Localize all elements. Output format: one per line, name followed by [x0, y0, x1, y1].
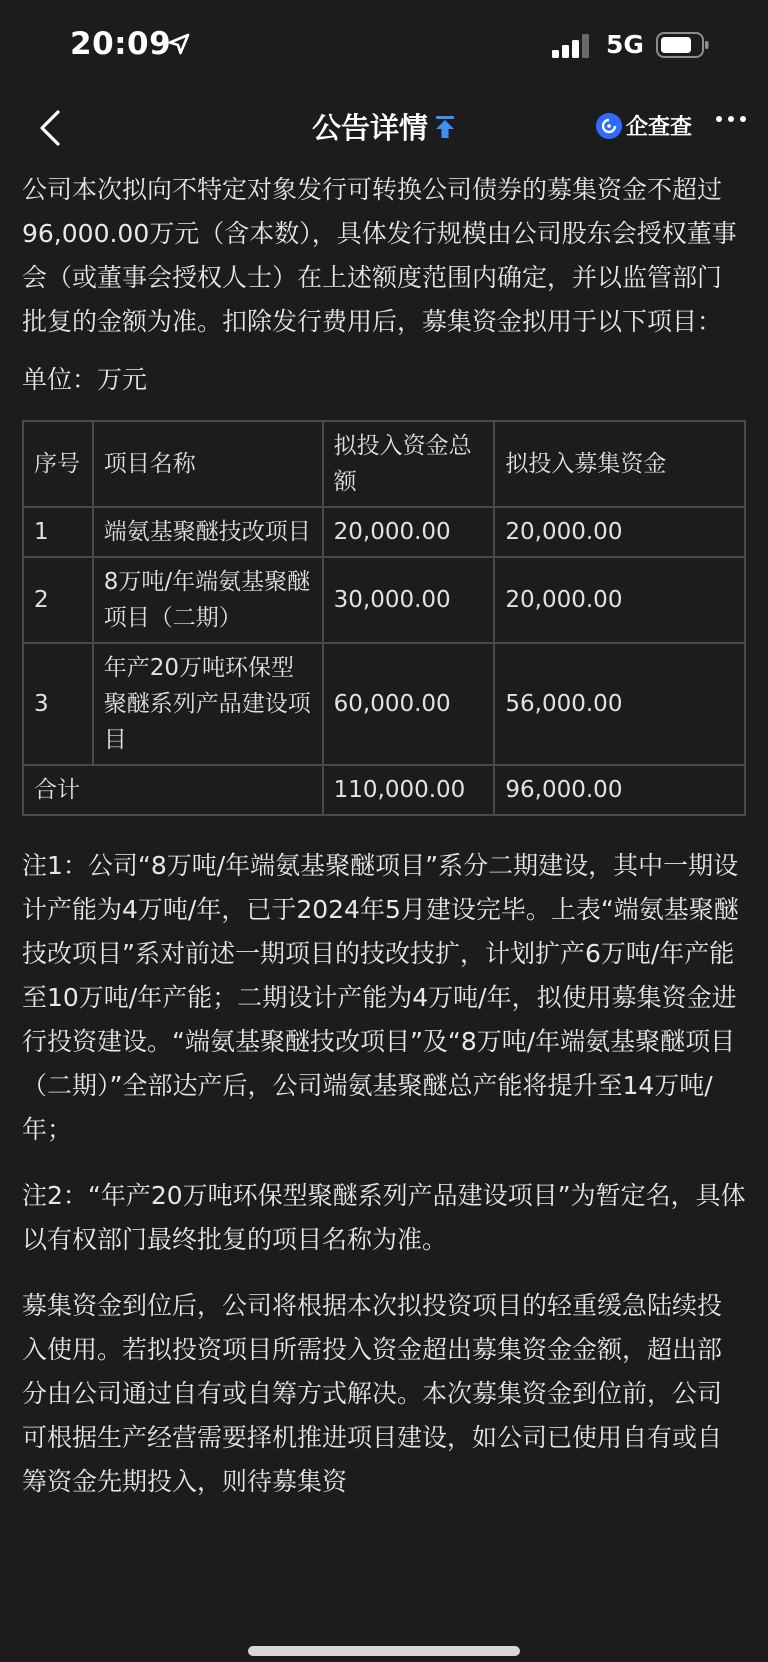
nav-bar	[0, 94, 768, 164]
cellular-signal-icon	[552, 34, 592, 58]
table-cell: 30,000.00	[323, 557, 495, 643]
unit-label: 单位：万元	[22, 365, 148, 394]
fund-use-table	[22, 420, 746, 816]
home-indicator[interactable]	[248, 1646, 520, 1656]
table-cell: 年产20万吨环保型聚醚系列产品建设项目	[93, 643, 323, 765]
battery-icon	[656, 32, 710, 58]
table-cell: 20,000.00	[323, 507, 495, 557]
status-time: 20:09	[70, 26, 172, 62]
status-bar	[0, 0, 768, 94]
table-cell: 56,000.00	[494, 643, 745, 765]
table-cell: 20,000.00	[494, 507, 745, 557]
table-cell: 60,000.00	[323, 643, 495, 765]
table-header: 项目名称	[93, 421, 323, 507]
more-options-icon[interactable]	[716, 116, 746, 122]
table-cell: 20,000.00	[494, 557, 745, 643]
table-cell: 端氨基聚醚技改项目	[93, 507, 323, 557]
table-cell: 合计	[23, 765, 323, 815]
announcement-body	[22, 168, 746, 1504]
table-cell: 3	[23, 643, 93, 765]
closing-paragraph: 募集资金到位后，公司将根据本次拟投资项目的轻重缓急陆续投入使用。若拟投资项目所需投入资金超出募集资金金额，超出部分由公司通过自有或自筹方式解决。本次募集资金到位前，公司可根据生产经营需要择机推进项目建设，如公司已使用自有或自筹资金先期投入，则待募集资	[22, 1291, 723, 1496]
table-header: 拟投入资金总额	[323, 421, 495, 507]
table-cell: 8万吨/年端氨基聚醚项目（二期）	[93, 557, 323, 643]
table-row	[23, 643, 745, 765]
table-row	[23, 507, 745, 557]
intro-paragraph: 公司本次拟向不特定对象发行可转换公司债券的募集资金不超过96,000.00万元（含本数），具体发行规模由公司股东会授权董事会（或董事会授权人士）在上述额度范围内确定，并以监管部门批复的金额为准。扣除发行费用后，募集资金拟用于以下项目：	[22, 175, 737, 336]
table-header-row	[23, 421, 745, 507]
table-header: 拟投入募集资金	[494, 421, 745, 507]
brand-logo-icon	[596, 113, 622, 139]
table-cell: 96,000.00	[494, 765, 745, 815]
brand-name: 企查查	[626, 115, 693, 140]
note-2: 注2：“年产20万吨环保型聚醚系列产品建设项目”为暂定名，具体以有权部门最终批复的项目名称为准。	[22, 1181, 746, 1254]
table-header: 序号	[23, 421, 93, 507]
page-title-text: 公告详情	[311, 111, 428, 145]
brand-link[interactable]	[596, 110, 692, 141]
table-row	[23, 557, 745, 643]
scroll-to-top-icon[interactable]	[434, 115, 456, 139]
table-cell: 1	[23, 507, 93, 557]
location-arrow-icon	[167, 32, 191, 56]
network-type: 5G	[606, 30, 644, 59]
table-cell: 110,000.00	[323, 765, 495, 815]
note-1: 注1：公司“8万吨/年端氨基聚醚项目”系分二期建设，其中一期设计产能为4万吨/年，已于2024年5月建设完毕。上表“端氨基聚醚技改项目”系对前述一期项目的技改技扩，计划扩产6万吨/年产能至10万吨/年产能；二期设计产能为4万吨/年，拟使用募集资金进行投资建设。“端氨基聚醚技改项目”及“8万吨/年端氨基聚醚项目（二期）”全部达产后，公司端氨基聚醚总产能将提升至14万吨/年；	[22, 851, 739, 1144]
table-cell: 2	[23, 557, 93, 643]
table-total-row	[23, 765, 745, 815]
